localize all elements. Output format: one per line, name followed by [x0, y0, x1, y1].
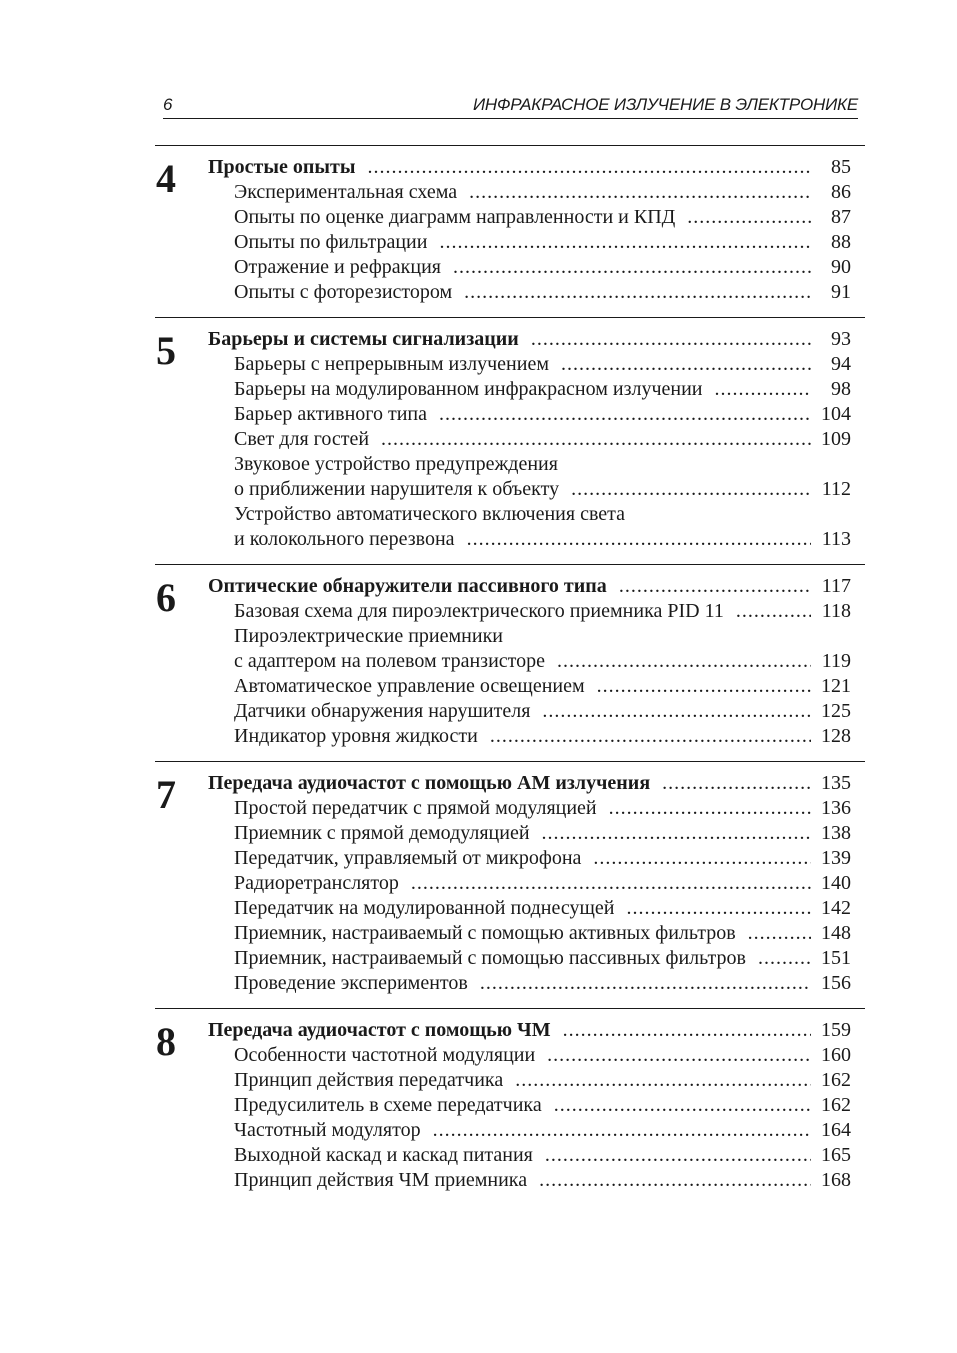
section-page-number: 118	[821, 600, 851, 622]
section-title: Проведение экспериментов	[234, 972, 468, 994]
section-title: с адаптером на полевом транзисторе	[234, 650, 545, 672]
dot-leader	[439, 402, 811, 427]
dot-leader	[490, 724, 811, 749]
dot-leader	[480, 971, 811, 996]
section-page-number: 91	[831, 281, 851, 303]
dot-leader	[467, 527, 811, 552]
section-title: Отражение и рефракция	[234, 256, 442, 278]
toc-entry	[208, 402, 865, 427]
toc-entry	[208, 599, 865, 624]
chapter-entries	[208, 1018, 865, 1193]
section-page-number: 138	[821, 822, 851, 844]
section-title: Принцип действия ЧМ приемника	[234, 1169, 528, 1191]
toc-entry	[208, 921, 865, 946]
chapter-title: Простые опыты	[208, 156, 356, 178]
dot-leader	[557, 649, 811, 674]
section-title: Барьеры с непрерывным излучением	[234, 353, 549, 375]
chapter-number: 5	[156, 328, 176, 373]
toc-entry	[208, 452, 865, 477]
chapter-page-number: 117	[821, 575, 851, 597]
chapter-number: 6	[156, 575, 176, 620]
chapter-block	[155, 564, 865, 761]
section-page-number: 164	[821, 1119, 851, 1141]
chapter-page-number: 85	[831, 156, 851, 178]
section-title: Датчики обнаружения нарушителя	[234, 700, 531, 722]
toc-entry	[208, 477, 865, 502]
section-title: Автоматическое управление освещением	[234, 675, 585, 697]
toc-entry	[208, 1093, 865, 1118]
section-title: Приемник, настраиваемый с помощью пассивных фильтров	[234, 947, 746, 969]
dot-leader	[539, 1168, 811, 1193]
toc-entry	[208, 1068, 865, 1093]
chapter-heading	[208, 1018, 865, 1043]
section-page-number: 148	[821, 922, 851, 944]
toc-entry	[208, 1118, 865, 1143]
section-page-number: 165	[821, 1144, 851, 1166]
dot-leader	[626, 896, 811, 921]
dot-leader	[593, 846, 811, 871]
dot-leader	[609, 796, 811, 821]
dot-leader	[411, 871, 811, 896]
section-title: Принцип действия передатчика	[234, 1069, 504, 1091]
dot-leader	[554, 1093, 811, 1118]
section-page-number: 128	[821, 725, 851, 747]
toc-entry	[208, 280, 865, 305]
toc-entry	[208, 846, 865, 871]
toc-entry	[208, 649, 865, 674]
toc-entry	[208, 946, 865, 971]
section-title: Простой передатчик с прямой модуляцией	[234, 797, 597, 819]
chapter-block	[155, 761, 865, 1008]
section-page-number: 113	[821, 528, 851, 550]
section-page-number: 119	[821, 650, 851, 672]
section-title: Базовая схема для пироэлектрического приемника PID 11	[234, 600, 724, 622]
section-title: Передатчик на модулированной поднесущей	[234, 897, 615, 919]
chapter-heading	[208, 574, 865, 599]
section-title: Опыты с фоторезистором	[234, 281, 453, 303]
toc-entry	[208, 1143, 865, 1168]
chapter-heading	[208, 155, 865, 180]
section-title: Передатчик, управляемый от микрофона	[234, 847, 582, 869]
section-title: Устройство автоматического включения света	[234, 503, 626, 525]
dot-leader	[531, 327, 811, 352]
chapter-number: 8	[156, 1019, 176, 1064]
toc-entry	[208, 796, 865, 821]
dot-leader	[662, 771, 811, 796]
dot-leader	[715, 377, 812, 402]
chapter-title: Передача аудиочастот с помощью ЧМ	[208, 1019, 551, 1041]
chapter-heading	[208, 771, 865, 796]
section-page-number: 86	[831, 181, 851, 203]
chapter-entries	[208, 155, 865, 305]
dot-leader	[545, 1143, 811, 1168]
section-page-number: 112	[821, 478, 851, 500]
section-page-number: 162	[821, 1069, 851, 1091]
section-page-number: 125	[821, 700, 851, 722]
section-title: Выходной каскад и каскад питания	[234, 1144, 533, 1166]
dot-leader	[571, 477, 811, 502]
toc-entry	[208, 527, 865, 552]
dot-leader	[469, 180, 811, 205]
section-page-number: 136	[821, 797, 851, 819]
toc-entry	[208, 352, 865, 377]
dot-leader	[439, 230, 811, 255]
dot-leader	[687, 205, 811, 230]
chapter-page-number: 135	[821, 772, 851, 794]
toc-entry	[208, 377, 865, 402]
dot-leader	[547, 1043, 811, 1068]
toc-entry	[208, 1043, 865, 1068]
toc-entry	[208, 971, 865, 996]
table-of-contents	[155, 145, 865, 1205]
chapter-block	[155, 1008, 865, 1205]
section-title: Свет для гостей	[234, 428, 370, 450]
toc-entry	[208, 821, 865, 846]
section-page-number: 94	[831, 353, 851, 375]
dot-leader	[433, 1118, 811, 1143]
dot-leader	[736, 599, 811, 624]
dot-leader	[619, 574, 811, 599]
section-title: Особенности частотной модуляции	[234, 1044, 536, 1066]
section-title: Барьеры на модулированном инфракрасном излучении	[234, 378, 703, 400]
chapter-entries	[208, 327, 865, 552]
section-page-number: 168	[821, 1169, 851, 1191]
section-title: Приемник с прямой демодуляцией	[234, 822, 530, 844]
toc-entry	[208, 674, 865, 699]
section-title: Приемник, настраиваемый с помощью активных фильтров	[234, 922, 736, 944]
section-page-number: 104	[821, 403, 851, 425]
dot-leader	[542, 821, 811, 846]
toc-entry	[208, 896, 865, 921]
header-page-number: 6	[163, 95, 173, 114]
section-page-number: 121	[821, 675, 851, 697]
section-title: о приближении нарушителя к объекту	[234, 478, 560, 500]
dot-leader	[453, 255, 811, 280]
header-book-title: ИНФРАКРАСНОЕ ИЗЛУЧЕНИЕ В ЭЛЕКТРОНИКЕ	[472, 95, 858, 114]
chapter-page-number: 159	[821, 1019, 851, 1041]
toc-entry	[208, 180, 865, 205]
section-page-number: 87	[831, 206, 851, 228]
toc-entry	[208, 502, 865, 527]
toc-entry	[208, 230, 865, 255]
dot-leader	[367, 155, 811, 180]
dot-leader	[542, 699, 811, 724]
toc-entry	[208, 699, 865, 724]
dot-leader	[563, 1018, 811, 1043]
chapter-entries	[208, 574, 865, 749]
dot-leader	[597, 674, 811, 699]
section-title: Предусилитель в схеме передатчика	[234, 1094, 542, 1116]
section-title: Пироэлектрические приемники	[234, 625, 503, 647]
toc-entry	[208, 205, 865, 230]
chapter-heading	[208, 327, 865, 352]
section-page-number: 109	[821, 428, 851, 450]
chapter-number: 7	[156, 772, 176, 817]
section-page-number: 156	[821, 972, 851, 994]
chapter-title: Оптические обнаружители пассивного типа	[208, 575, 607, 597]
chapter-block	[155, 145, 865, 317]
dot-leader	[748, 921, 811, 946]
section-title: Опыты по фильтрации	[234, 231, 428, 253]
toc-entry	[208, 624, 865, 649]
section-page-number: 98	[831, 378, 851, 400]
chapter-page-number: 93	[831, 328, 851, 350]
chapter-block	[155, 317, 865, 564]
section-page-number: 88	[831, 231, 851, 253]
chapter-title: Барьеры и системы сигнализации	[208, 328, 519, 350]
section-page-number: 142	[821, 897, 851, 919]
toc-entry	[208, 724, 865, 749]
section-page-number: 151	[821, 947, 851, 969]
section-title: Частотный модулятор	[234, 1119, 421, 1141]
section-page-number: 162	[821, 1094, 851, 1116]
section-page-number: 140	[821, 872, 851, 894]
section-page-number: 90	[831, 256, 851, 278]
section-title: и колокольного перезвона	[234, 528, 455, 550]
chapter-entries	[208, 771, 865, 996]
toc-entry	[208, 871, 865, 896]
running-header	[163, 94, 858, 119]
section-title: Индикатор уровня жидкости	[234, 725, 478, 747]
section-title: Радиоретранслятор	[234, 872, 399, 894]
chapter-title: Передача аудиочастот с помощью АМ излучения	[208, 772, 651, 794]
dot-leader	[758, 946, 811, 971]
toc-entry	[208, 255, 865, 280]
section-page-number: 139	[821, 847, 851, 869]
section-title: Звуковое устройство предупреждения	[234, 453, 558, 475]
section-page-number: 160	[821, 1044, 851, 1066]
dot-leader	[464, 280, 811, 305]
section-title: Опыты по оценке диаграмм направленности и КПД	[234, 206, 676, 228]
dot-leader	[515, 1068, 811, 1093]
toc-entry	[208, 427, 865, 452]
chapter-number: 4	[156, 156, 176, 201]
section-title: Экспериментальная схема	[234, 181, 458, 203]
dot-leader	[561, 352, 811, 377]
toc-entry	[208, 1168, 865, 1193]
section-title: Барьер активного типа	[234, 403, 428, 425]
dot-leader	[381, 427, 811, 452]
